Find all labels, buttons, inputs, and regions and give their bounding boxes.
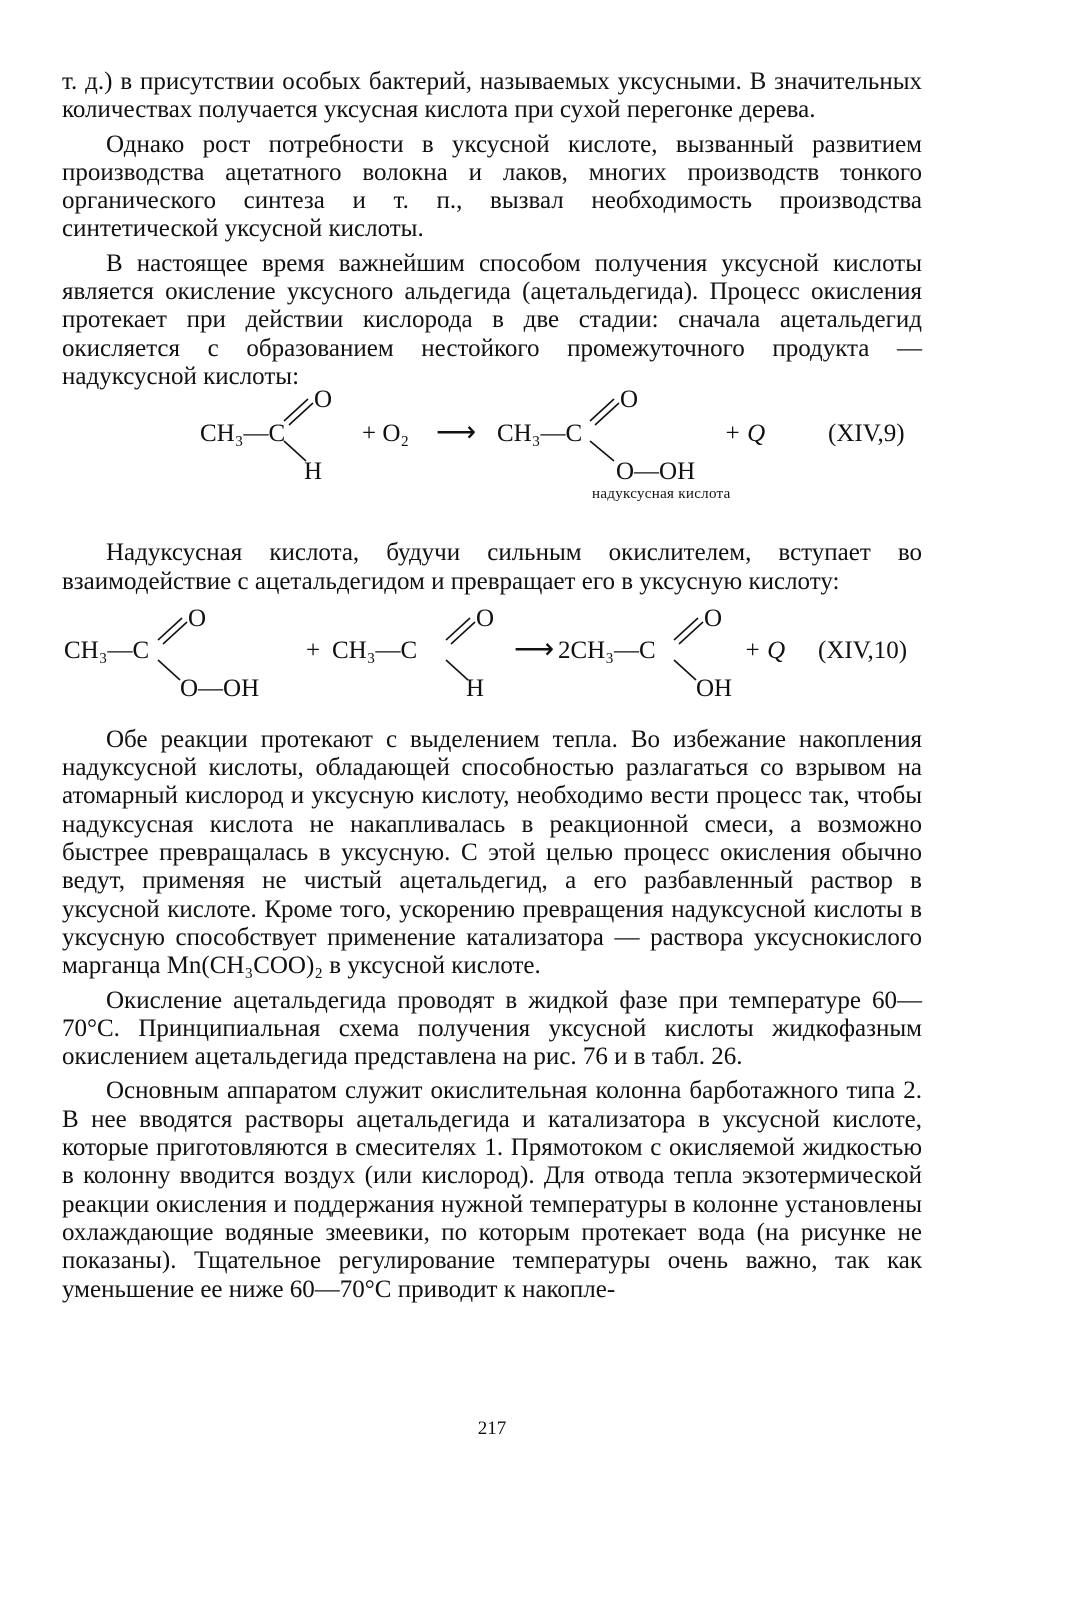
eq1-p1-group: CH₃—C xyxy=(497,420,583,448)
eq2-r1-group: CH₃—C xyxy=(64,636,150,664)
eq2-number: (XIV,10) xyxy=(818,636,908,664)
eq2-r1-o-oh: O—OH xyxy=(180,674,260,702)
paragraph-3: В настоящее время важнейшим способом получения уксусной кислоты является окисление уксусного альдегида (ацетальдегида). Процесс окисления протекает при действии кислорода в две стадии: сначала ацетальдегид окисляется с образованием нестойкого промежуточного продукта —надуксусной кислоты: xyxy=(62,249,922,390)
eq1-arrow: ⟶ xyxy=(436,417,477,449)
paragraph-6: Окисление ацетальдегида проводят в жидкой фазе при температуре 60—70°С. Принципиальная схема получения уксусной кислоты жидкофазным окислением ацетальдегида представлена на рис. 76 и в табл. 26. xyxy=(62,986,922,1071)
eq1-p1-oxygen: O xyxy=(620,386,639,414)
page-content xyxy=(62,68,922,1310)
eq1-plus-o2: + O₂ xyxy=(362,420,410,448)
paragraph-7: Основным аппаратом служит окислительная колонна барботажного типа 2. В нее вводятся растворы ацетальдегида и катализатора в уксусной кислоте, которые приготовляются в смесителях 1. Прямотоком с окисляемой жидкостью в колонну вводится воздух (или кислород). Для отвода тепла экзотермической реакции окисления и поддержания нужной температуры в колонне установлены охлаждающие водяные змеевики, по которым протекает вода (на рисунке не показаны). Тщательное регулирование температуры очень важно, так как уменьшение ее ниже 60—70°С приводит к накопле- xyxy=(62,1077,922,1303)
eq2-arrow: ⟶ xyxy=(514,633,555,665)
eq2-p1-group: 2CH₃—C xyxy=(558,636,656,664)
equation-xiv-9-bonds xyxy=(62,399,922,535)
paragraph-2: Однако рост потребности в уксусной кислоте, вызванный развитием производства ацетатного волокна и лаков, многих производств тонкого органического синтеза и т. п., вызвал необходимость производства синтетической уксусной кислоты. xyxy=(62,130,922,243)
eq1-r1-oxygen: O xyxy=(314,386,333,414)
eq2-plus: + xyxy=(306,636,321,664)
eq1-r1-hydrogen: H xyxy=(304,458,323,486)
eq1-p1-o-oh: O—OH xyxy=(616,458,696,486)
paragraph-1: т. д.) в присутствии особых бактерий, называемых уксусными. В значительных количествах получается уксусная кислота при сухой перегонке дерева. xyxy=(62,68,922,124)
eq2-p1-oh: OH xyxy=(696,674,733,702)
eq1-number: (XIV,9) xyxy=(828,420,905,448)
equation-xiv-9 xyxy=(62,386,922,535)
eq2-plus-q: + Q xyxy=(744,636,786,664)
eq2-r2-group: CH₃—C xyxy=(332,636,418,664)
eq2-r1-oxygen: O xyxy=(188,604,207,632)
paragraph-4: Надуксусная кислота, будучи сильным окислителем, вступает во взаимодействие с ацетальдегидом и превращает его в уксусную кислоту: xyxy=(62,539,922,595)
eq1-plus-q: + Q xyxy=(724,420,766,448)
page-number: 217 xyxy=(477,1418,507,1439)
eq1-caption: надуксусная кислота xyxy=(592,486,731,503)
paragraph-5: Обе реакции протекают с выделением тепла. Во избежание накопления надуксусной кислоты, обладающей способностью разлагаться со взрывом на атомарный кислород и уксусную кислоту, необходимо вести процесс так, чтобы надуксусная кислота не накапливалась в реакционной смеси, а возможно быстрее превращалась в уксусную. С этой целью процесс окисления обычно ведут, применяя не чистый ацетальдегид, а его разбавленный раствор в уксусной кислоте. Кроме того, ускорению превращения надуксусной кислоты в уксусную способствует применение катализатора — раствора уксуснокислого марганца Мn(CH₃COO)₂ в уксусной кислоте. xyxy=(62,725,922,980)
equation-xiv-10 xyxy=(62,602,922,720)
eq2-r2-hydrogen: H xyxy=(466,674,485,702)
eq2-p1-oxygen: O xyxy=(704,604,723,632)
eq2-r2-oxygen: O xyxy=(476,604,495,632)
eq1-r1-group: CH₃—C xyxy=(200,420,286,448)
